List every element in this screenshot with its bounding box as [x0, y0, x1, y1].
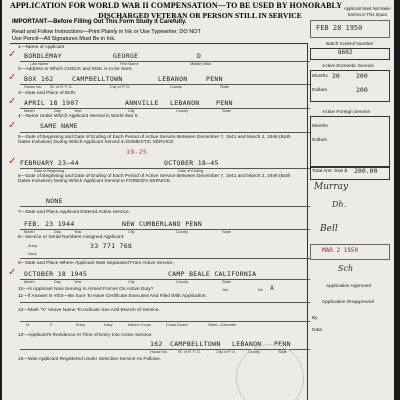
field-8-sub: Navy: [28, 252, 37, 256]
check-mark-icon: ✓: [8, 49, 17, 60]
embossed-seal: [236, 344, 304, 400]
field-12-sub: M: [26, 323, 30, 327]
field-12-sub: Other—Describe: [208, 323, 237, 327]
field-9-date: OCTOBER 18 1945: [24, 270, 88, 278]
field-15-label: 15—Was Applicant Registered Under Selective Service As Follows.: [18, 357, 161, 362]
field-7-sub: Month: [24, 230, 35, 234]
field-8-serial: 33 771 768: [90, 242, 133, 250]
rule: [20, 229, 310, 230]
domestic-dollars: 200: [356, 72, 368, 80]
field-7-label: 7—Date and Place Applicant Entered Active Service.: [18, 210, 130, 215]
instructions-line-1: Read and Follow Instructions—Print Plainly in Ink or Use Typewriter. DO NOT: [12, 29, 201, 35]
field-7-sub: County: [176, 230, 189, 234]
dollars-label: Dollars: [312, 138, 327, 143]
field-9-sub: Year: [74, 280, 82, 284]
instructions-line-2: Use Pencil—All Signatures Must Be in Ink.: [12, 36, 116, 42]
field-12-sub: Marine Corps: [128, 323, 151, 327]
field-13-label: 13—Applicant's Residence At Time of Entry Into Active Service.: [18, 333, 153, 338]
field-2-sub: County: [170, 85, 183, 89]
field-10-yes: Yes: [222, 288, 229, 292]
field-10-label: 10—Is Applicant Now Serving In Armed Forces On Active Duty?: [18, 287, 154, 292]
field-3-sub: City: [128, 109, 135, 113]
field-2-sub: House No.: [24, 85, 42, 89]
field-3-birth-city: ANNVILLE: [125, 99, 159, 107]
compensation-application-form: [2, 0, 394, 400]
field-1-last-name: BORDLEMAY: [24, 52, 62, 60]
field-6-label: 6—Date of Beginning and Date of Ending of Each Period of Active Service Between December 7, 1941 and March 2, 1946 (Both Dates Inclusive) During Which Applicant Served in FOREIGN SERVICE.: [18, 174, 291, 185]
field-11-note: 11—If Answer Is YES—Be Sure To Have Certificate Executed And Filed With Application.: [18, 294, 207, 299]
field-7-sub: City: [128, 230, 135, 234]
field-9-sub: County: [176, 280, 189, 284]
field-3-sub: Month: [24, 109, 35, 113]
field-3-birth-state: PENN: [216, 99, 233, 107]
field-2-sub: City or P. O.: [110, 85, 131, 89]
field-2-city: CAMPBELLTOWN: [72, 75, 123, 83]
check-mark-icon: ✓: [8, 156, 17, 167]
check-mark-icon: ✓: [8, 96, 17, 107]
field-1-sub: First Name: [120, 62, 139, 66]
rule: [20, 132, 310, 133]
dollars-label: Dollars: [312, 88, 327, 93]
field-7-sub: State: [222, 230, 231, 234]
check-mark-icon: ✓: [8, 72, 17, 83]
rule: [20, 279, 310, 280]
field-5-date-ending: OCTOBER 18—45: [164, 159, 219, 167]
office-note-1: Applicant Must Not Make: [344, 6, 391, 11]
field-13-sub: City or P. O.: [216, 350, 237, 354]
domestic-months: 20: [332, 72, 340, 80]
rule: [20, 108, 310, 109]
field-1-middle-initial: D: [197, 52, 202, 60]
field-2-county: LEBANON: [158, 75, 188, 83]
form-subtitle: DISCHARGED VETERAN OR PERSON STILL IN SERVICE: [98, 11, 302, 20]
check-mark-icon: ✓: [8, 267, 17, 278]
mar-stamp: MAR 2 1950: [322, 247, 359, 254]
batch-value: 8602: [338, 49, 353, 56]
field-13-county: LEBANON: [232, 340, 262, 348]
field-10-no: No: [258, 288, 263, 292]
field-9-sub: City: [128, 280, 135, 284]
field-4-value: SAME NAME: [40, 122, 78, 130]
active-foreign-label: Active Foreign Service: [322, 110, 370, 115]
field-12-label: 12—Mark "X" Above Name To Indicate Sex And Branch of Service.: [18, 308, 160, 313]
field-9-sub: Month: [24, 280, 35, 284]
date-label: Date: [312, 328, 323, 333]
field-5-margin-note: 19-25: [126, 148, 148, 156]
rule: [20, 258, 310, 259]
field-9-place: CAMP BEALE CALIFORNIA: [168, 270, 257, 278]
field-7-date: FEB. 23 1944: [24, 220, 75, 228]
check-mark-icon: ✓: [8, 120, 17, 131]
field-12-sub: F: [50, 323, 53, 327]
field-12-sub: Navy: [104, 323, 113, 327]
office-note-2: Entries in This Space: [348, 12, 388, 17]
field-2-state: PENN: [206, 75, 223, 83]
field-1-first-name: GEORGE: [113, 52, 139, 60]
important-notice: IMPORTANT—Before Filling Out This Form Study it Carefully.: [12, 19, 187, 25]
main-form-area: [10, 43, 308, 400]
field-1-sub: Last Name: [30, 62, 49, 66]
signature-scribble: Bell: [320, 224, 338, 234]
active-domestic-label: Active Domestic Service: [322, 64, 374, 69]
field-2-sub: St. or R. F. D.: [50, 85, 73, 89]
months-label: Months: [312, 124, 328, 129]
field-8-sub: Army: [28, 244, 37, 248]
by-label: By: [312, 316, 318, 321]
field-3-sub: Day: [54, 109, 61, 113]
field-9-sub: State: [222, 280, 231, 284]
field-13-house: 162: [150, 340, 163, 348]
rule: [20, 206, 310, 207]
field-7-sub: Year: [74, 230, 82, 234]
field-4-label: 4—Name Under Which Applicant Served in World War II.: [18, 114, 139, 119]
field-13-state: PENN: [274, 340, 291, 348]
months-label: Months: [312, 74, 328, 79]
signature-scribble: Murray: [314, 182, 349, 192]
field-2-house: BOX 162: [24, 75, 54, 83]
field-3-sub: County: [176, 109, 189, 113]
received-stamp: FEB 28 1950: [316, 24, 363, 32]
field-1-sub: Middle Initial: [190, 62, 212, 66]
field-7-place: NEW CUMBERLAND PENN: [122, 220, 203, 228]
rule: [20, 61, 310, 62]
domestic-total: 200: [356, 86, 368, 94]
batch-control-label: Batch Control Number: [326, 42, 374, 47]
field-3-label: 3—Date and Place of Birth:: [18, 91, 77, 96]
field-13-sub: St. or R. F. D.: [178, 350, 201, 354]
field-1-label: 1—Name of Applicant: [18, 45, 65, 50]
total-label: Total Amt. Due $: [312, 169, 348, 174]
field-12-sub: Coast Guard: [166, 323, 188, 327]
field-13-sub: State: [278, 350, 287, 354]
field-5-sub: Date of Ending: [178, 169, 204, 173]
field-3-sub: Year: [74, 109, 82, 113]
field-9-label: 9—Date and Place Where Applicant Was Separated From Active Service.: [18, 261, 175, 266]
disapproved-label: Application Disapproved: [322, 300, 374, 305]
field-3-birth-date: APRIL 18 1907: [24, 99, 79, 107]
total-value: 200.00: [354, 167, 378, 175]
approved-label: Application Approved: [326, 284, 372, 289]
field-9-sub: Day: [54, 280, 61, 284]
field-3-birth-county: LEBANON: [170, 99, 200, 107]
signature-scribble: Dh.: [332, 200, 347, 209]
field-8-label: 8—Service or Serial Numbers Assigned Applicant:: [18, 235, 125, 240]
field-12-sub: Army: [76, 323, 85, 327]
field-6-value: NONE: [46, 197, 63, 205]
field-2-sub: State: [220, 85, 229, 89]
office-use-column: [308, 0, 394, 400]
field-13-city: CAMPBELLTOWN: [170, 340, 221, 348]
field-7-sub: Day: [54, 230, 61, 234]
field-3-sub: State: [222, 109, 231, 113]
field-2-label: 2—Address to Which CHECK and MAIL is to be Sent:: [18, 67, 133, 72]
signature-scribble: Sch: [338, 264, 354, 273]
field-13-sub: House No.: [150, 350, 168, 354]
field-13-sub: County: [248, 350, 261, 354]
rule: [20, 321, 310, 322]
field-5-date-beginning: FEBRUARY 23—44: [20, 159, 79, 167]
form-title: APPLICATION FOR WORLD WAR II COMPENSATION—TO BE USED BY HONORABLY: [10, 1, 343, 10]
field-10-mark: X: [270, 284, 275, 292]
field-5-sub: Date of Beginning: [34, 169, 65, 173]
rule: [20, 302, 310, 303]
field-5-label: 5—Date of Beginning and Date of Ending of Each Period of Active Service Between December 7, 1941 and March 2, 1946 (Both Dates Inclusive) During Which Applicant Served in DOMESTIC SERVICE: [18, 135, 291, 146]
